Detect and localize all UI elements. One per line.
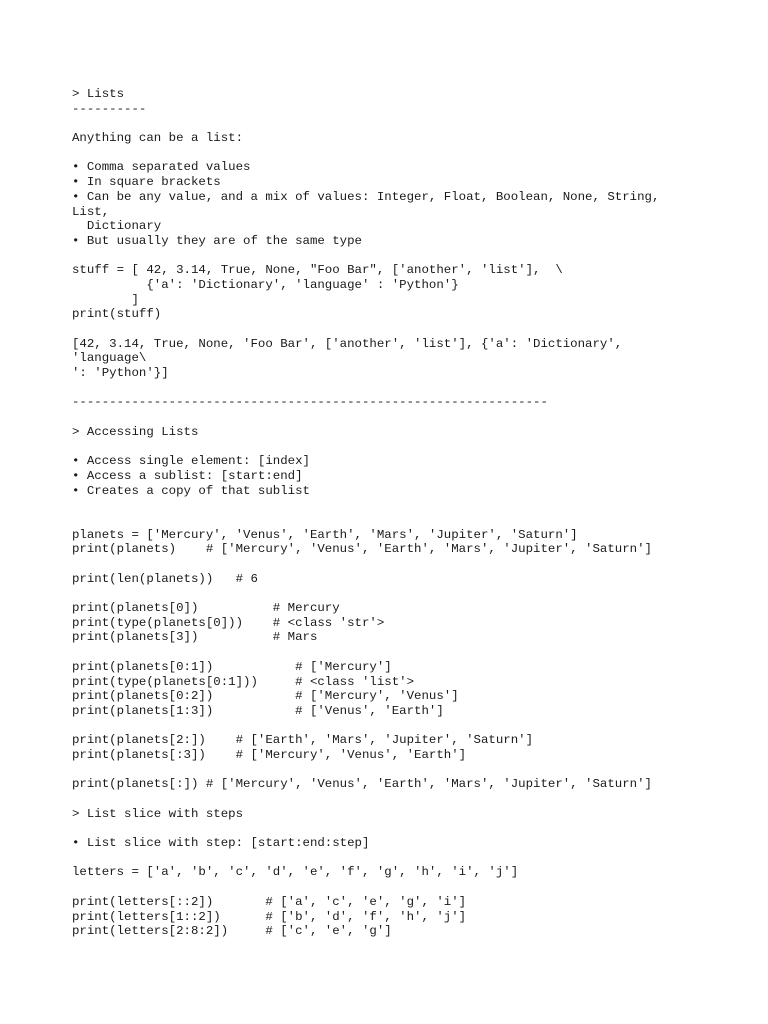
code-line: print(letters[2:8:2]) # ['c', 'e', 'g'] <box>72 924 392 939</box>
code-line: print(type(planets[0:1])) # <class 'list'> <box>72 674 415 689</box>
blank-line <box>72 792 752 807</box>
blank-line <box>72 763 752 778</box>
code-line: print(planets[0]) # Mercury <box>72 601 340 616</box>
text-line: ': 'Python'}] <box>72 366 169 381</box>
code-line: print(planets[:]) # ['Mercury', 'Venus', 'Earth', 'Mars', 'Jupiter', 'Saturn'] <box>72 777 652 792</box>
code-line: print(planets[0:1]) # ['Mercury'] <box>72 659 392 674</box>
bullet-item: • Comma separated values <box>72 160 251 175</box>
blank-line <box>72 410 752 425</box>
bullet-item: • List slice with step: [start:end:step] <box>72 836 370 851</box>
blank-line <box>72 513 752 528</box>
blank-line <box>72 116 752 131</box>
bullet-item: • Access a sublist: [start:end] <box>72 468 303 483</box>
code-line: print(stuff) <box>72 307 162 322</box>
code-line: print(planets[0:2]) # ['Mercury', 'Venus'] <box>72 689 459 704</box>
code-line: planets = ['Mercury', 'Venus', 'Earth', 'Mars', 'Jupiter', 'Saturn'] <box>72 527 578 542</box>
blank-line <box>72 498 752 513</box>
text-line: [42, 3.14, True, None, 'Foo Bar', ['another', 'list'], {'a': 'Dictionary', <box>72 336 623 351</box>
document-page <box>72 87 752 939</box>
code-line: print(planets[2:]) # ['Earth', 'Mars', 'Jupiter', 'Saturn'] <box>72 733 534 748</box>
text-line: Anything can be a list: <box>72 131 244 146</box>
code-line: print(planets) # ['Mercury', 'Venus', 'Earth', 'Mars', 'Jupiter', 'Saturn'] <box>72 542 652 557</box>
text-line: 'language\ <box>72 351 147 366</box>
blank-line <box>72 851 752 866</box>
code-line: print(type(planets[0])) # <class 'str'> <box>72 615 385 630</box>
blank-line <box>72 557 752 572</box>
blank-line <box>72 586 752 601</box>
bullet-item: • In square brackets <box>72 175 221 190</box>
code-line: print(len(planets)) # 6 <box>72 571 258 586</box>
section-heading: > List slice with steps <box>72 806 244 821</box>
bullet-item: • But usually they are of the same type <box>72 233 362 248</box>
code-line: letters = ['a', 'b', 'c', 'd', 'e', 'f', 'g', 'h', 'i', 'j'] <box>72 865 519 880</box>
code-line: stuff = [ 42, 3.14, True, None, "Foo Bar", ['another', 'list'], \ <box>72 263 563 278</box>
blank-line <box>72 719 752 734</box>
code-line: {'a': 'Dictionary', 'language' : 'Python'} <box>72 277 459 292</box>
blank-line <box>72 821 752 836</box>
blank-line <box>72 440 752 455</box>
code-line: Dictionary <box>72 219 162 234</box>
blank-line <box>72 146 752 161</box>
blank-line <box>72 381 752 396</box>
bullet-item: • Access single element: [index] <box>72 454 310 469</box>
section-heading: > Lists <box>72 87 125 101</box>
code-line: print(planets[:3]) # ['Mercury', 'Venus', 'Earth'] <box>72 747 467 762</box>
code-line: ] <box>72 292 139 307</box>
bullet-item: • Creates a copy of that sublist <box>72 483 310 498</box>
blank-line <box>72 645 752 660</box>
code-line: print(letters[1::2]) # ['b', 'd', 'f', 'h', 'j'] <box>72 909 467 924</box>
blank-line <box>72 249 752 264</box>
horizontal-rule: ---------- <box>72 101 147 116</box>
code-line: print(letters[::2]) # ['a', 'c', 'e', 'g', 'i'] <box>72 894 467 909</box>
section-heading: > Accessing Lists <box>72 424 199 439</box>
code-line: print(planets[3]) # Mars <box>72 630 318 645</box>
blank-line <box>72 322 752 337</box>
text-line: List, <box>72 204 110 219</box>
code-line: print(planets[1:3]) # ['Venus', 'Earth'] <box>72 703 444 718</box>
blank-line <box>72 880 752 895</box>
bullet-item: • Can be any value, and a mix of values: Integer, Float, Boolean, None, String, <box>72 189 660 204</box>
horizontal-rule: ---------------------------------------------------------------- <box>72 395 548 410</box>
